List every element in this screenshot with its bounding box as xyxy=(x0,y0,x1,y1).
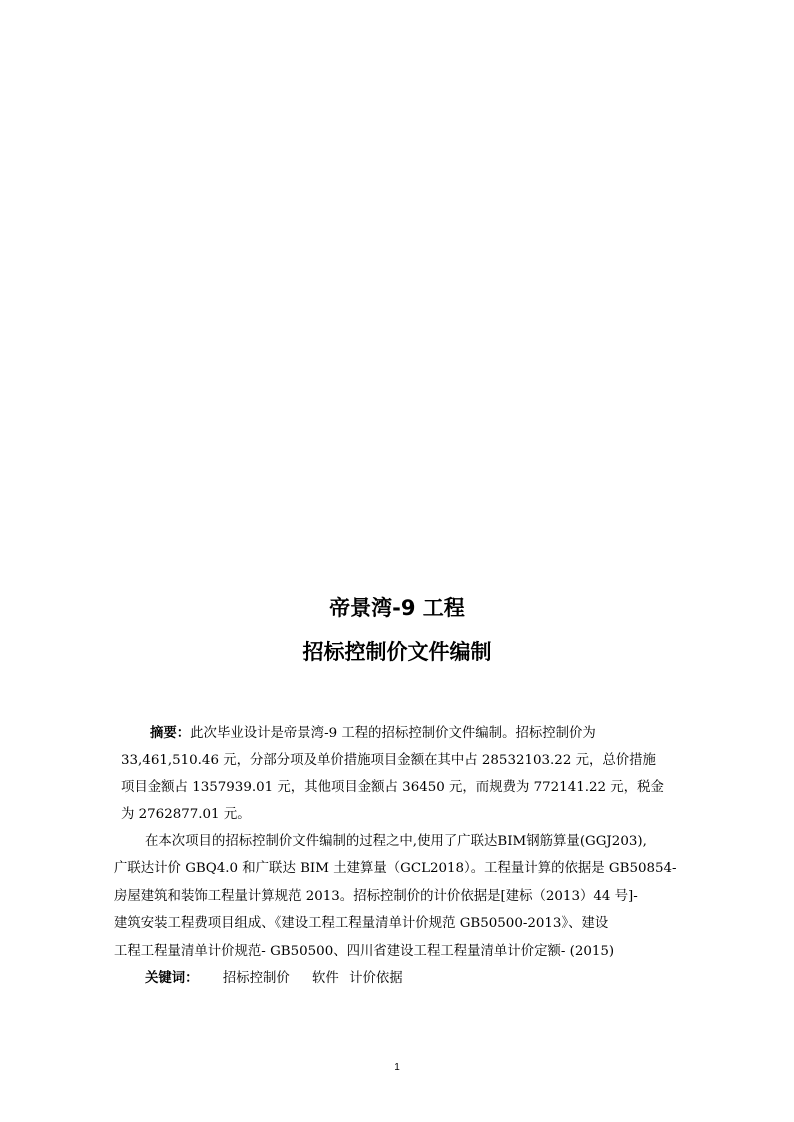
abstract-line: 项目金额占 1357939.01 元，其他项目金额占 36450 元，而规费为 772141.22 元，税金 xyxy=(121,780,664,795)
body-line: 建筑安装工程费项目组成、《建设工程工程量清单计价规范 GB50500-2013》、建设 xyxy=(114,916,609,931)
abstract-label: 摘要： xyxy=(150,726,191,741)
body-line: 房屋建筑和装饰工程量计算规范 2013。招标控制价的计价依据是[建标（2013）44 号]- xyxy=(114,889,638,904)
abstract-line xyxy=(150,722,596,741)
keyword-item: 计价依据 xyxy=(349,971,403,986)
body-line: 在本次项目的招标控制价文件编制的过程之中,使用了广联达BIM钢筋算量(GGJ203), xyxy=(145,834,647,849)
document-subtitle: 招标控制价文件编制 xyxy=(302,640,492,664)
page-number: 1 xyxy=(394,1062,400,1073)
keywords-label: 关键词： xyxy=(145,971,199,986)
abstract-line: 为 2762877.01 元。 xyxy=(121,807,251,822)
keywords-line xyxy=(145,967,403,986)
keyword-item: 软件 xyxy=(312,971,339,986)
body-line: 广联达计价 GBQ4.0 和广联达 BIM 土建算量（GCL2018）。工程量计算的依据是 GB50854- xyxy=(114,861,677,876)
abstract-line: 33,461,510.46 元，分部分项及单价措施项目金额在其中占 28532103.22 元，总价措施 xyxy=(121,753,656,768)
keyword-item: 招标控制价 xyxy=(222,971,290,986)
abstract-text: 此次毕业设计是帝景湾-9 工程的招标控制价文件编制。招标控制价为 xyxy=(190,726,596,741)
body-line: 工程工程量清单计价规范- GB50500、四川省建设工程工程量清单计价定额- (2015) xyxy=(114,944,615,959)
document-title: 帝景湾-9 工程 xyxy=(329,596,465,620)
